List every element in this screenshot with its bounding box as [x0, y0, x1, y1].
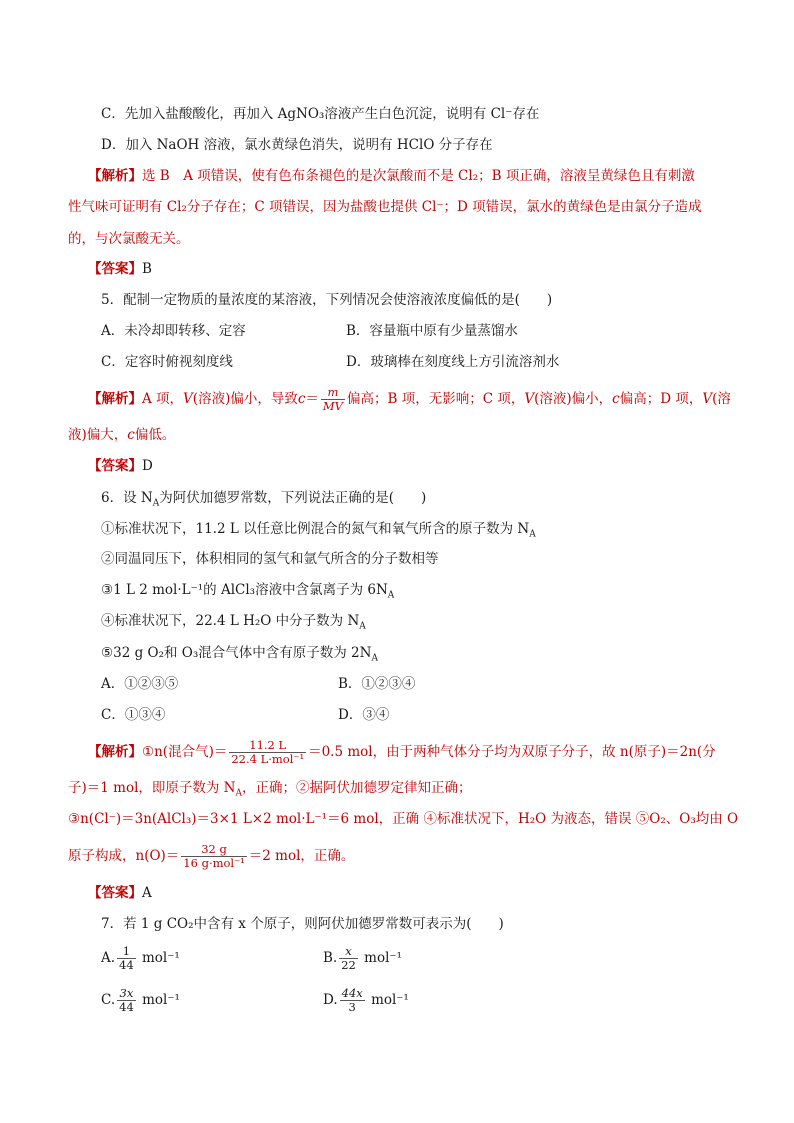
q5-option-c: C．定容时俯视刻度线: [101, 354, 233, 370]
q6-s1-text: ①标准状况下，11.2 L 以任意比例混合的氮气和氧气所含的原子数为 N: [101, 521, 530, 537]
numerator: 3x: [117, 987, 136, 1001]
q7-option-b: [323, 940, 402, 976]
denominator: 22: [341, 958, 356, 972]
q6-option-a: A．①②③⑤: [101, 676, 179, 692]
numerator: m: [321, 386, 345, 400]
analysis-label: 【解析】: [88, 168, 142, 184]
q6-options-row1: [101, 674, 416, 694]
q6-options-row2: [101, 705, 390, 725]
fraction-m-over-mv: [321, 386, 345, 413]
answer-6-value: A: [142, 885, 152, 901]
var-v: V: [702, 391, 713, 407]
denominator: 44: [119, 1000, 134, 1014]
q7-options-row1: [101, 940, 402, 976]
denominator: 44: [119, 958, 134, 972]
q7-option-d: [323, 982, 409, 1018]
analysis-label: 【解析】: [88, 744, 142, 760]
analysis-4-line2: 性气味可证明有 Cl₂分子存在；C 项错误，因为盐酸也提供 Cl⁻；D 项错误，氯水的黄绿色是由氯分子造成: [68, 199, 702, 215]
q6-statement-4: [101, 611, 366, 637]
analysis-5-text: 偏低。: [134, 427, 176, 443]
analysis-5-text: (溶液)偏小，: [534, 391, 613, 407]
numerator: 44x: [341, 986, 363, 1000]
fraction: [340, 987, 365, 1014]
q6-option-d: D．③④: [338, 707, 390, 723]
q6-option-b: B．①②③④: [338, 676, 416, 692]
analysis-6-text: ①n(混合气)＝: [142, 744, 228, 760]
unit: mol⁻¹: [141, 950, 180, 966]
numerator: 11.2 L: [229, 739, 306, 753]
q6-s5-text: ⑤32 g O₂和 O₃混合气体中含有原子数为 2N: [101, 645, 372, 661]
option-letter: D.: [323, 992, 338, 1008]
q6-s3-text: ③1 L 2 mol·L⁻¹的 AlCl₃溶液中含氯离子为 6N: [101, 582, 388, 598]
subscript: A: [371, 653, 378, 664]
numerator: 1: [117, 945, 136, 959]
fraction: [117, 987, 136, 1014]
analysis-5-text: 偏高；B 项，无影响；C 项，: [347, 391, 525, 407]
q7-option-c: [101, 986, 180, 1014]
unit: mol⁻¹: [142, 992, 180, 1008]
subscript: A: [235, 788, 242, 799]
answer-label: 【答案】: [88, 885, 142, 901]
q5-option-b: B．容量瓶中原有少量蒸馏水: [346, 323, 518, 339]
q6-statement-2: ②同温同压下，体积相同的氢气和氩气所含的分子数相等: [101, 551, 439, 567]
var-v: V: [183, 391, 193, 407]
q6-s4-text: ④标准状况下，22.4 L H₂O 中分子数为 N: [101, 613, 360, 629]
var-c: c: [612, 391, 620, 407]
option-c-line: C．先加入盐酸酸化，再加入 AgNO₃溶液产生白色沉淀，说明有 Cl⁻存在: [101, 106, 540, 122]
denominator: 3: [348, 1000, 356, 1014]
q6-statement-5: [101, 643, 378, 669]
fraction-volume: [229, 739, 306, 766]
analysis-4-line1: [88, 166, 695, 186]
question-7: 7．若 1 g CO₂中含有 x 个原子，则阿伏加德罗常数可表示为( ): [101, 916, 504, 932]
analysis-6-text: 原子构成，n(O)＝: [68, 848, 180, 864]
denominator: MV: [322, 399, 343, 413]
question-5: 5．配制一定物质的量浓度的某溶液，下列情况会使溶液浓度偏低的是( ): [101, 292, 553, 308]
fraction: [339, 945, 358, 972]
answer-5-value: D: [142, 458, 153, 474]
fraction: [117, 945, 136, 972]
analysis-6-line4: [68, 836, 354, 876]
option-letter: C.: [101, 992, 116, 1008]
q6-statement-1: [101, 519, 536, 545]
q6-text: 6．设 N: [101, 490, 153, 506]
analysis-5-line2: [68, 425, 175, 445]
analysis-5-text: A 项，: [142, 391, 184, 407]
q6-statement-3: [101, 580, 394, 606]
answer-4: [88, 259, 152, 279]
unit: mol⁻¹: [364, 950, 402, 966]
analysis-4-line3: 的，与次氯酸无关。: [68, 231, 190, 247]
q7-option-a: [101, 944, 180, 972]
q5-options-row1: [101, 321, 518, 341]
subscript: A: [359, 621, 366, 632]
unit: mol⁻¹: [371, 992, 409, 1008]
q7-options-row2: [101, 982, 409, 1018]
denominator: 16 g·mol⁻¹: [183, 856, 245, 870]
analysis-5-text: (溶液)偏小，导致: [192, 391, 298, 407]
analysis-5-text: 偏高；D 项，: [619, 391, 703, 407]
numerator: 32 g: [181, 843, 247, 857]
subscript: A: [387, 590, 395, 601]
equals: ＝: [305, 391, 319, 407]
analysis-6-line2: [68, 778, 472, 804]
answer-label: 【答案】: [88, 261, 142, 277]
subscript: A: [152, 498, 160, 509]
denominator: 22.4 L·mol⁻¹: [231, 752, 305, 766]
q6-option-c: C．①③④: [101, 707, 166, 723]
q5-option-a: A．未冷却即转移、定容: [101, 323, 246, 339]
numerator: x: [339, 945, 358, 959]
analysis-6-text: ＝0.5 mol，由于两种气体分子均为双原子分子，故 n(原子)＝2n(分: [308, 744, 716, 760]
q5-options-row2: [101, 352, 560, 372]
analysis-6-text: ，正确；②据阿伏加德罗定律知正确；: [242, 780, 472, 796]
q5-option-d: D．玻璃棒在刻度线上方引流溶剂水: [346, 354, 560, 370]
subscript: A: [529, 529, 536, 540]
analysis-6-line1: [88, 732, 716, 772]
answer-4-value: B: [142, 261, 152, 277]
analysis-label: 【解析】: [88, 391, 142, 407]
analysis-4-text1: 选 B A 项错误，使有色布条褪色的是次氯酸而不是 Cl₂；B 项正确，溶液呈黄绿色且有刺激: [142, 168, 695, 184]
analysis-6-text: ＝2 mol，正确。: [248, 848, 355, 864]
fraction-mass: [181, 843, 247, 870]
option-d-line: D．加入 NaOH 溶液，氯水黄绿色消失，说明有 HClO 分子存在: [101, 137, 493, 153]
option-letter: B.: [323, 950, 338, 966]
analysis-6-line3: ③n(Cl⁻)＝3n(AlCl₃)＝3×1 L×2 mol·L⁻¹＝6 mol，正确 ④标准状况下，H₂O 为液态，错误 ⑤O₂、O₃均由 O: [68, 811, 739, 827]
option-letter: A.: [101, 950, 116, 966]
q6-text: 为阿伏加德罗常数，下列说法正确的是( ): [159, 490, 427, 506]
var-c: c: [127, 427, 135, 443]
analysis-6-text: 子)＝1 mol，即原子数为 N: [68, 780, 236, 796]
analysis-5-text: 液)偏大，: [68, 427, 128, 443]
question-6: [101, 488, 426, 514]
analysis-5-line1: 【解析】A 项，V(溶液)偏小，导致c＝ $\frac{m}{MV}$ 偏高；B 项，无影响；C 项，V(溶液)偏小，c偏高；D 项，V(溶: [88, 385, 731, 413]
var-v: V: [524, 391, 535, 407]
var-c: c: [297, 391, 306, 407]
answer-label: 【答案】: [88, 458, 142, 474]
answer-5: [88, 456, 153, 476]
answer-6: [88, 883, 152, 903]
